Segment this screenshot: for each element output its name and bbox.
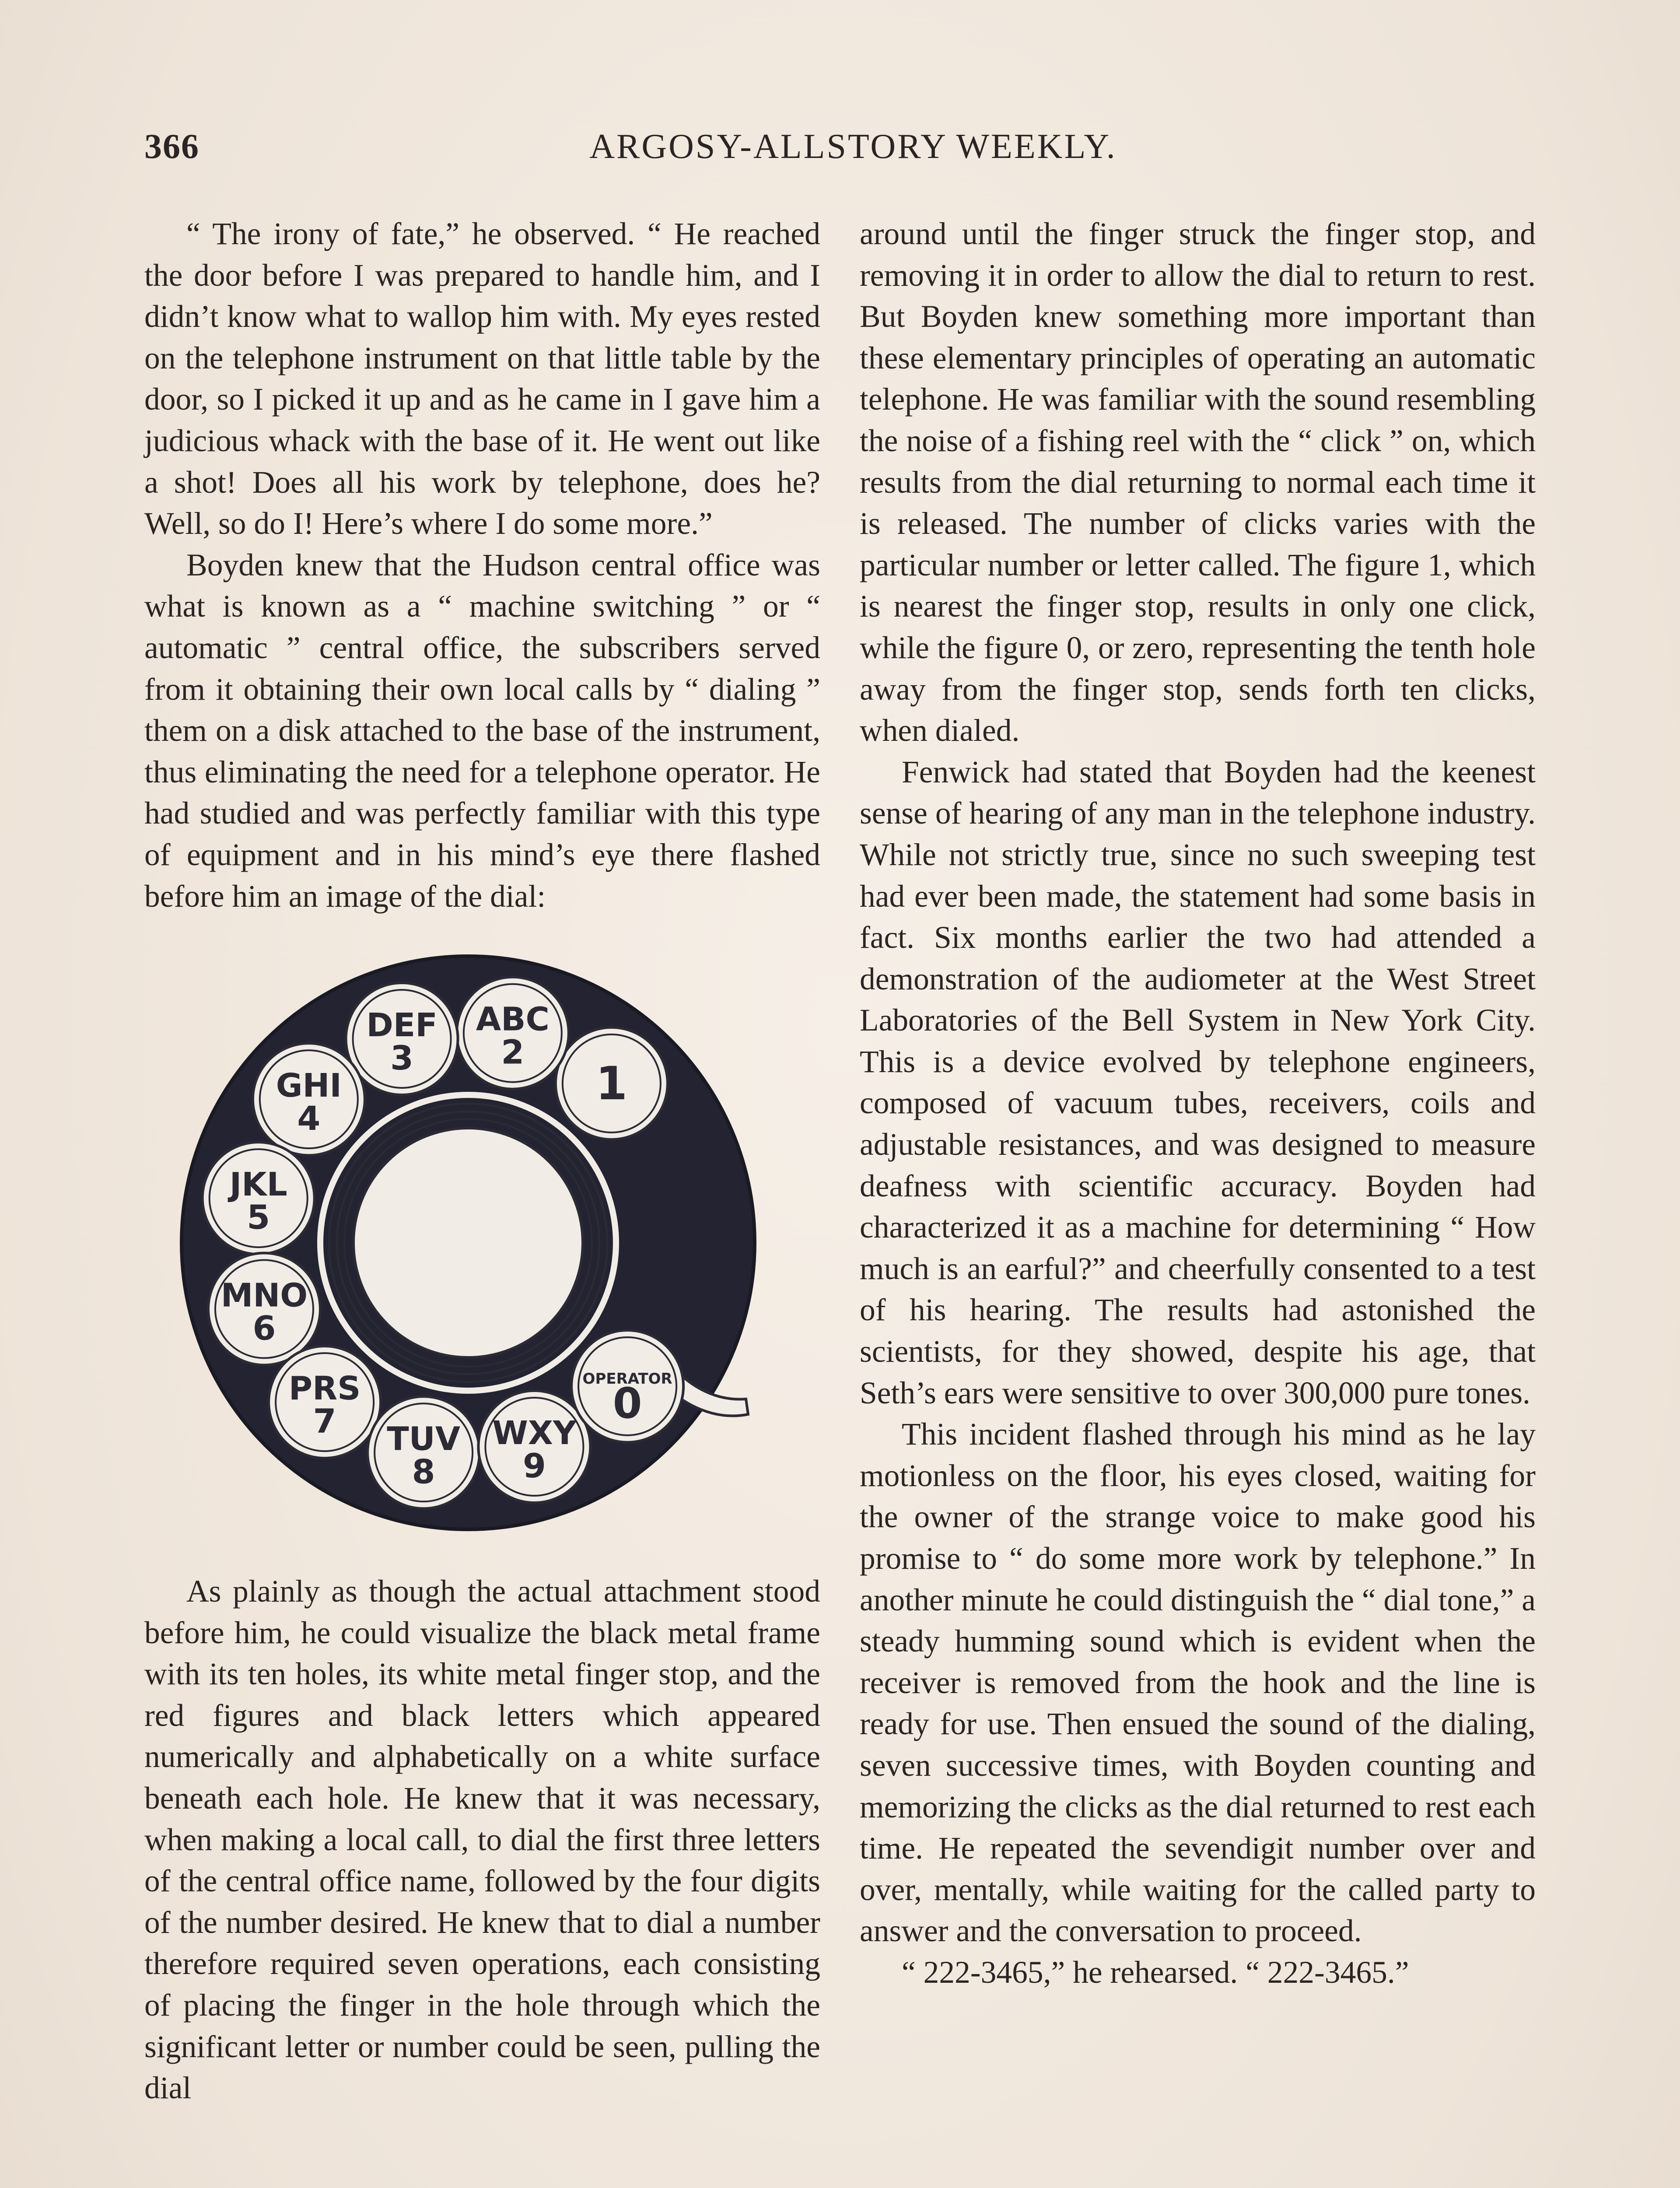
dial-digit: 9 bbox=[522, 1446, 546, 1486]
dial-digit: 1 bbox=[595, 1056, 628, 1110]
page-header bbox=[144, 127, 1562, 188]
dial-digit: 3 bbox=[390, 1038, 414, 1078]
dial-digit: 5 bbox=[247, 1198, 270, 1237]
dial-center-plate bbox=[354, 1128, 583, 1357]
dial-letters: DEF bbox=[366, 1006, 438, 1045]
dial-letters: JKL bbox=[229, 1166, 287, 1204]
page-number: 366 bbox=[144, 127, 200, 166]
dial-hole-5 bbox=[203, 1142, 315, 1254]
dial-digit: 6 bbox=[252, 1308, 276, 1348]
dial-hole-4 bbox=[253, 1043, 365, 1155]
dial-hole-1 bbox=[556, 1027, 668, 1140]
dial-digit: 8 bbox=[412, 1452, 435, 1491]
dial-hole-0 bbox=[571, 1330, 683, 1442]
left-column bbox=[144, 214, 820, 2109]
dial-hole-9 bbox=[478, 1391, 590, 1503]
dial-letters: TUV bbox=[387, 1420, 461, 1458]
dial-letters: OPERATOR bbox=[582, 1370, 672, 1388]
dial-digit: 7 bbox=[313, 1402, 336, 1441]
paragraph: around until the finger struck the finger stop, and removing it in order to allow the dial to return to rest. But Boyden knew something more important than these elementary principles of operating an automatic telephone. He was familiar with the sound resembling the noise of a fishing reel with the “ click ” on, which results from the dial returning to normal each time it is released. The number of clicks varies with the particular number or letter called. The figure 1, which is nearest the finger stop, results in only one click, while the figure 0, or zero, representing the tenth hole away from the finger stop, sends forth ten clicks, when dialed. bbox=[860, 217, 1536, 748]
paragraph: As plainly as though the actual attachment stood before him, he could visualize the black metal frame with its ten holes, its white metal finger stop, and the red figures and black letters which appeared numerically and alphabetically on a white surface beneath each hole. He knew that it was necessary, when making a local call, to dial the first three letters of the central office name, followed by the four digits of the number desired. He knew that to dial a number therefore required seven operations, each consisting of placing the finger in the hole through which the significant letter or number could be seen, pulling the dial bbox=[144, 1574, 820, 2106]
dial-digit: 2 bbox=[501, 1032, 525, 1072]
dial-hole-8 bbox=[368, 1396, 480, 1508]
dial-hole-6 bbox=[208, 1253, 320, 1365]
dial-letters: PRS bbox=[288, 1370, 361, 1408]
dial-digit: 0 bbox=[612, 1378, 642, 1428]
dial-letters: WXY bbox=[492, 1414, 577, 1452]
dial-hole-2 bbox=[457, 977, 569, 1089]
right-column bbox=[860, 214, 1536, 1994]
rotary-dial-icon bbox=[162, 942, 783, 1546]
paragraph: This incident flashed through his mind as he lay motionless on the floor, his eyes closed, waiting for the owner of the strange voice to make good his promise to “ do some more work by telephone.” In another minute he could distinguish the “ dial tone,” a steady humming sound which is evident when the receiver is removed from the hook and the line is ready for use. Then ensued the sound of the dialing, seven successive times, with Boyden counting and memorizing the clicks as the dial returned to rest each time. He repeated the sevendigit number over and over, mentally, while waiting for the called party to answer and the conversation to proceed. bbox=[860, 1417, 1536, 1949]
paragraph: “ The irony of fate,” he observed. “ He reached the door before I was prepared to handle him, and I didn’t know what to wallop him with. My eyes rested on the telephone instrument on that little table by the door, so I picked it up and as he came in I gave him a judicious whack with the base of it. He went out like a shot! Does all his work by telephone, does he? Well, so do I! Here’s where I do some more.” bbox=[144, 217, 820, 541]
dial-letters: ABC bbox=[476, 1000, 550, 1038]
paragraph: Boyden knew that the Hudson central office was what is known as a “ machine switching ” or “ automatic ” central office, the subscribers served from it obtaining their own local calls by “ dialing ” them on a disk attached to the base of the instrument, thus eliminating the need for a telephone operator. He had studied and was perfectly familiar with this type of equipment and in his mind’s eye there flashed before him an image of the dial: bbox=[144, 547, 820, 914]
running-head: ARGOSY-ALLSTORY WEEKLY. bbox=[589, 127, 1117, 166]
dial-hole-7 bbox=[269, 1346, 381, 1458]
telephone-dial-illustration bbox=[144, 942, 820, 1546]
dial-digit: 4 bbox=[297, 1099, 321, 1138]
dial-hole-3 bbox=[346, 983, 458, 1095]
paragraph: “ 222-3465,” he rehearsed. “ 222-3465.” bbox=[902, 1955, 1409, 1990]
dial-letters: GHI bbox=[276, 1067, 342, 1105]
paragraph: Fenwick had stated that Boyden had the keenest sense of hearing of any man in the telephone industry. While not strictly true, since no such sweeping test had ever been made, the statement had some basis in fact. Six months earlier the two had attended a demonstration of the audiometer at the West Street Laboratories of the Bell System in New York City. This is a device evolved by telephone engineers, composed of vacuum tubes, receivers, coils and adjustable resistances, and was designed to measure deafness with scientific accuracy. Boyden had characterized it as a machine for determining “ How much is an earful?” and cheerfully consented to a test of his hearing. The results had astonished the scientists, for they showed, despite his age, that Seth’s ears were sensitive to over 300,000 pure tones. bbox=[860, 754, 1536, 1410]
dial-letters: MNO bbox=[220, 1276, 308, 1315]
